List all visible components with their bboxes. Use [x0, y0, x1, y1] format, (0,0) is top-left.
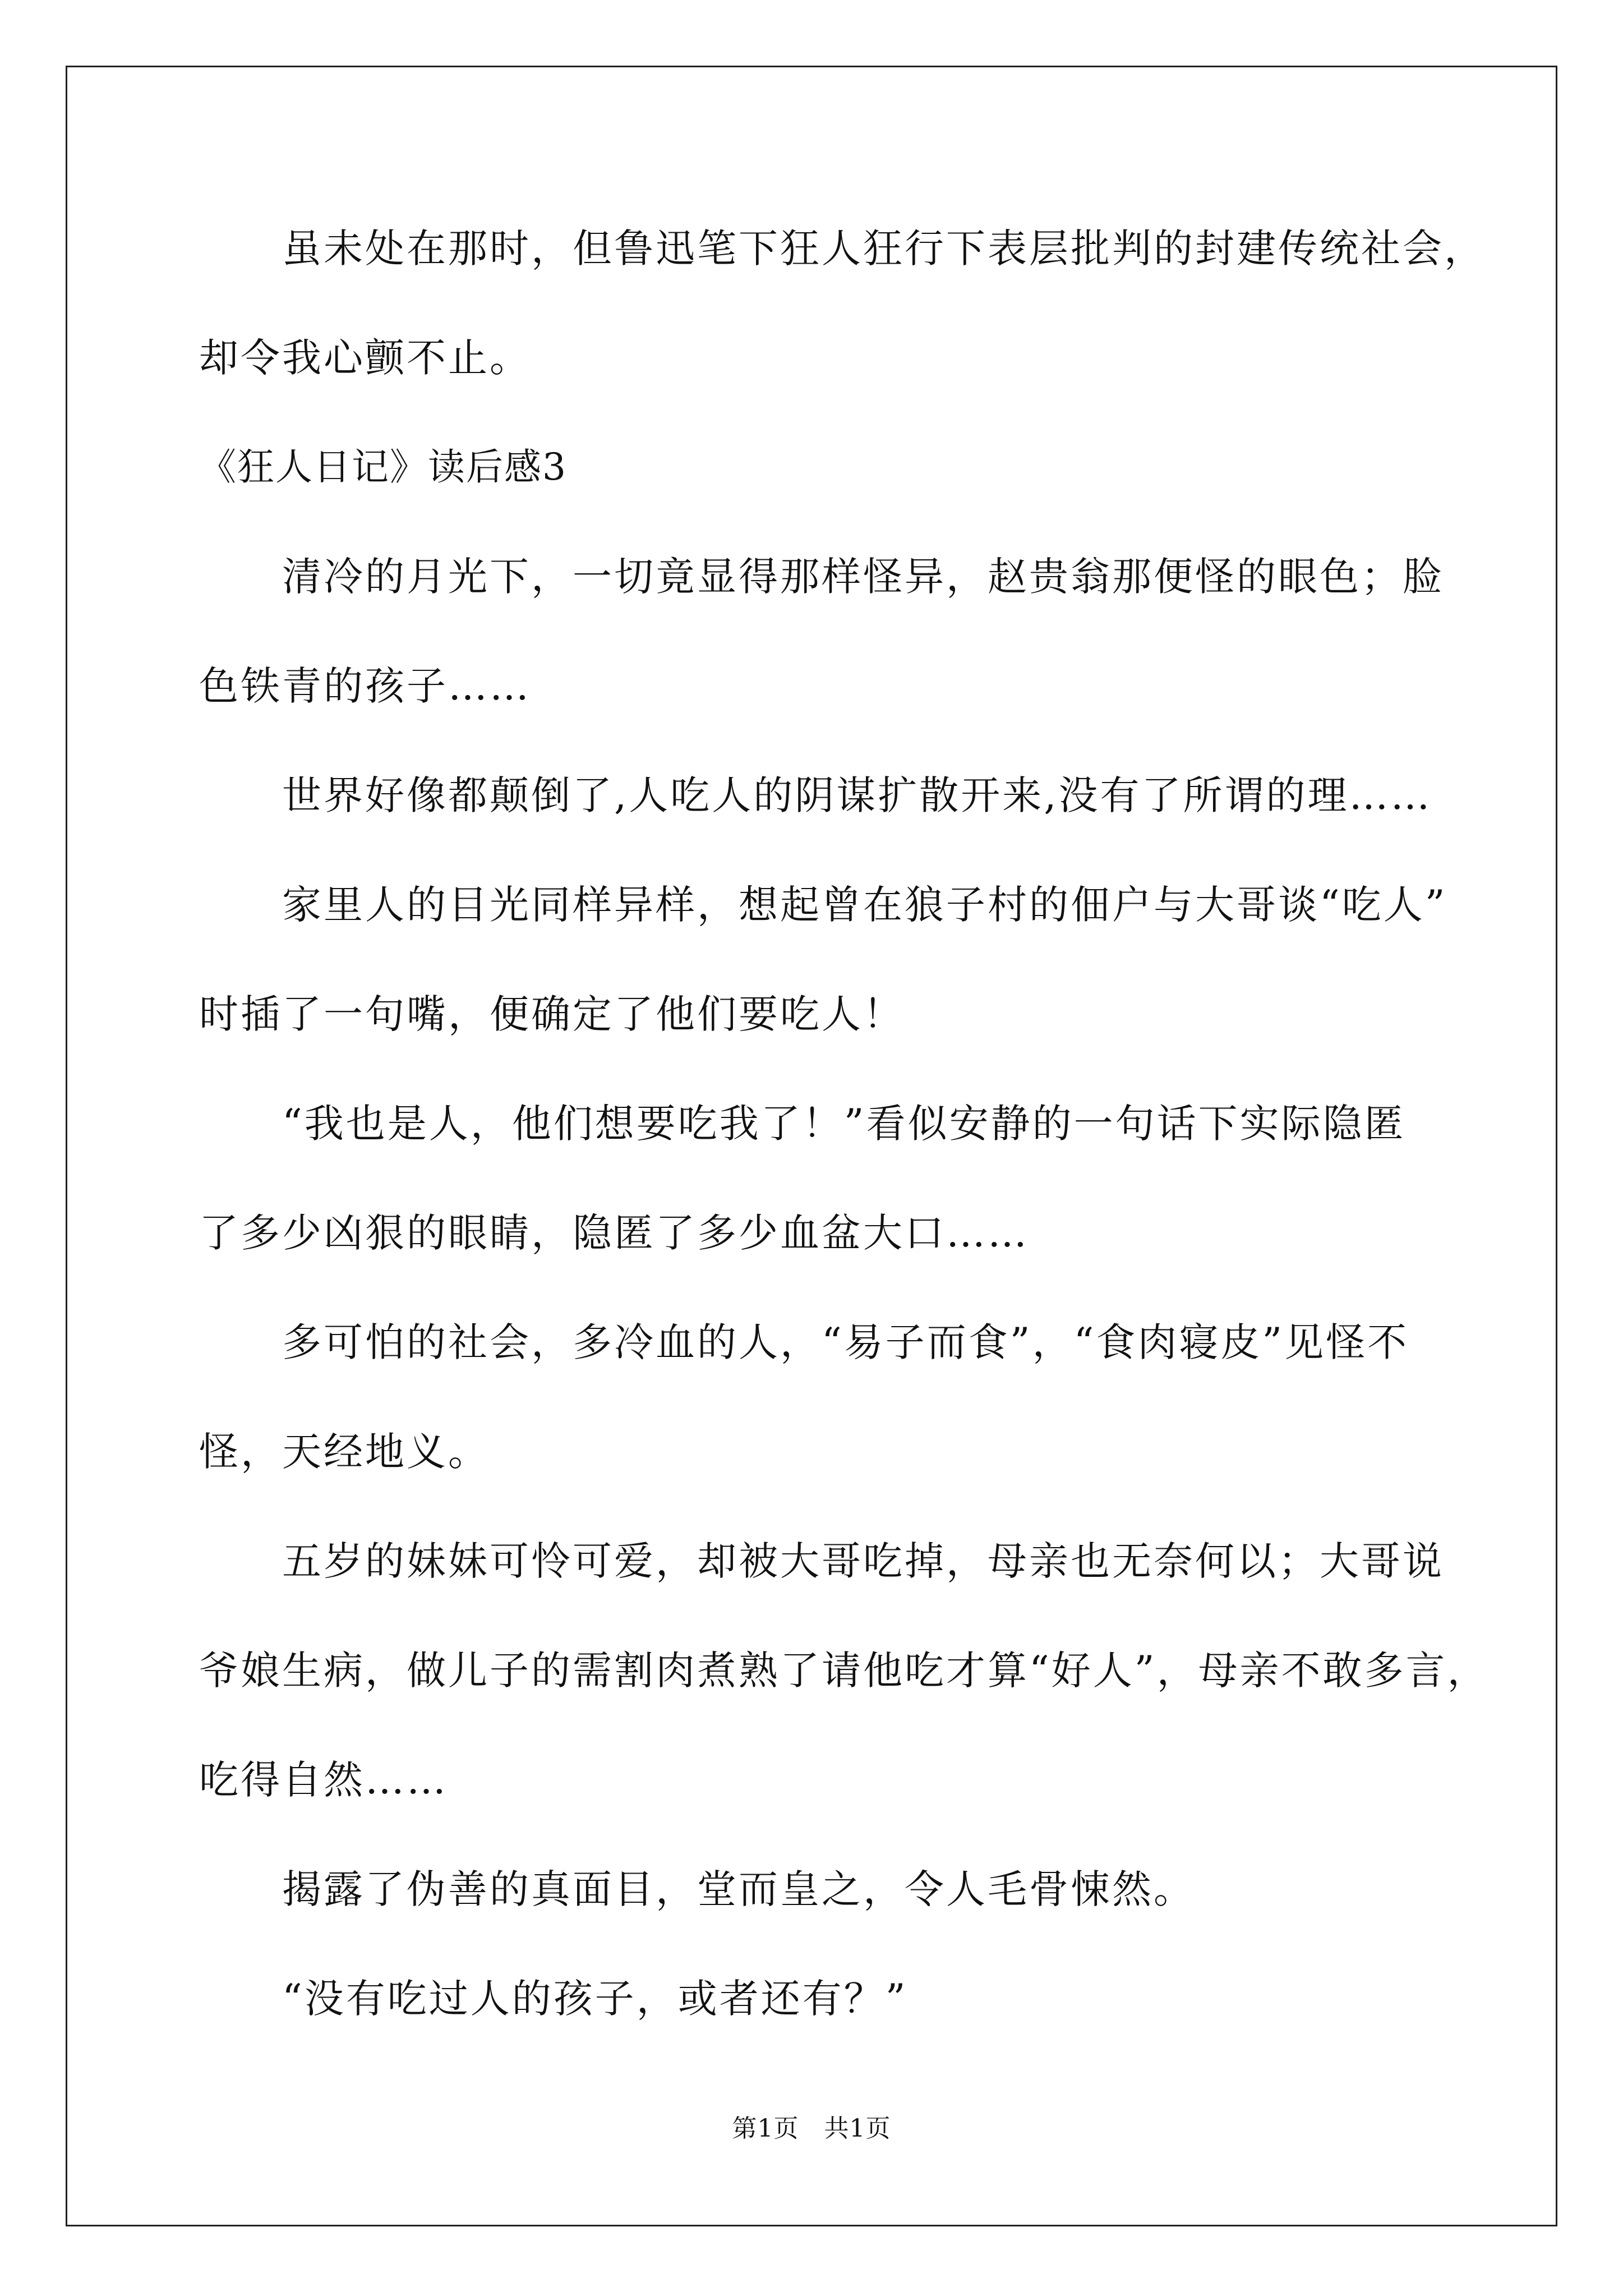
- paragraph-line: 世界好像都颠倒了,人吃人的阴谋扩散开来,没有了所谓的理……: [199, 772, 1432, 818]
- paragraph-line: 爷娘生病，做儿子的需割肉煮熟了请他吃才算“好人”，母亲不敢多言，: [199, 1648, 1489, 1694]
- paragraph-line: 怪，天经地义。: [199, 1429, 490, 1475]
- paragraph-line: 虽未处在那时，但鲁迅笔下狂人狂行下表层批判的封建传统社会，: [199, 226, 1486, 272]
- paragraph-line: 时插了一句嘴，便确定了他们要吃人！: [199, 991, 905, 1037]
- paragraph-line: 色铁青的孩子……: [199, 663, 531, 709]
- paragraph-line: 家里人的目光同样异样，想起曾在狼子村的佃户与大哥谈“吃人”: [199, 882, 1447, 928]
- paragraph-line: 吃得自然……: [199, 1757, 448, 1803]
- paragraph-line: 了多少凶狠的眼睛，隐匿了多少血盆大口……: [199, 1210, 1029, 1256]
- paragraph-line: 揭露了伪善的真面目，堂而皇之，令人毛骨悚然。: [199, 1866, 1195, 1912]
- section-heading: 《狂人日记》读后感3: [199, 445, 567, 489]
- page-footer: 第1页 共1页: [732, 2114, 891, 2143]
- paragraph-line: 清冷的月光下，一切竟显得那样怪异，赵贵翁那便怪的眼色；脸: [199, 554, 1444, 600]
- paragraph-line: 五岁的妹妹可怜可爱，却被大哥吃掉，母亲也无奈何以；大哥说: [199, 1538, 1444, 1584]
- paragraph-line: “没有吃过人的孩子，或者还有？”: [199, 1976, 908, 2022]
- paragraph-line: “我也是人，他们想要吃我了！”看似安静的一句话下实际隐匿: [199, 1101, 1406, 1147]
- paragraph-line: 却令我心颤不止。: [199, 335, 531, 381]
- paragraph-line: 多可怕的社会，多冷血的人，“易子而食”，“食肉寝皮”见怪不: [199, 1319, 1409, 1365]
